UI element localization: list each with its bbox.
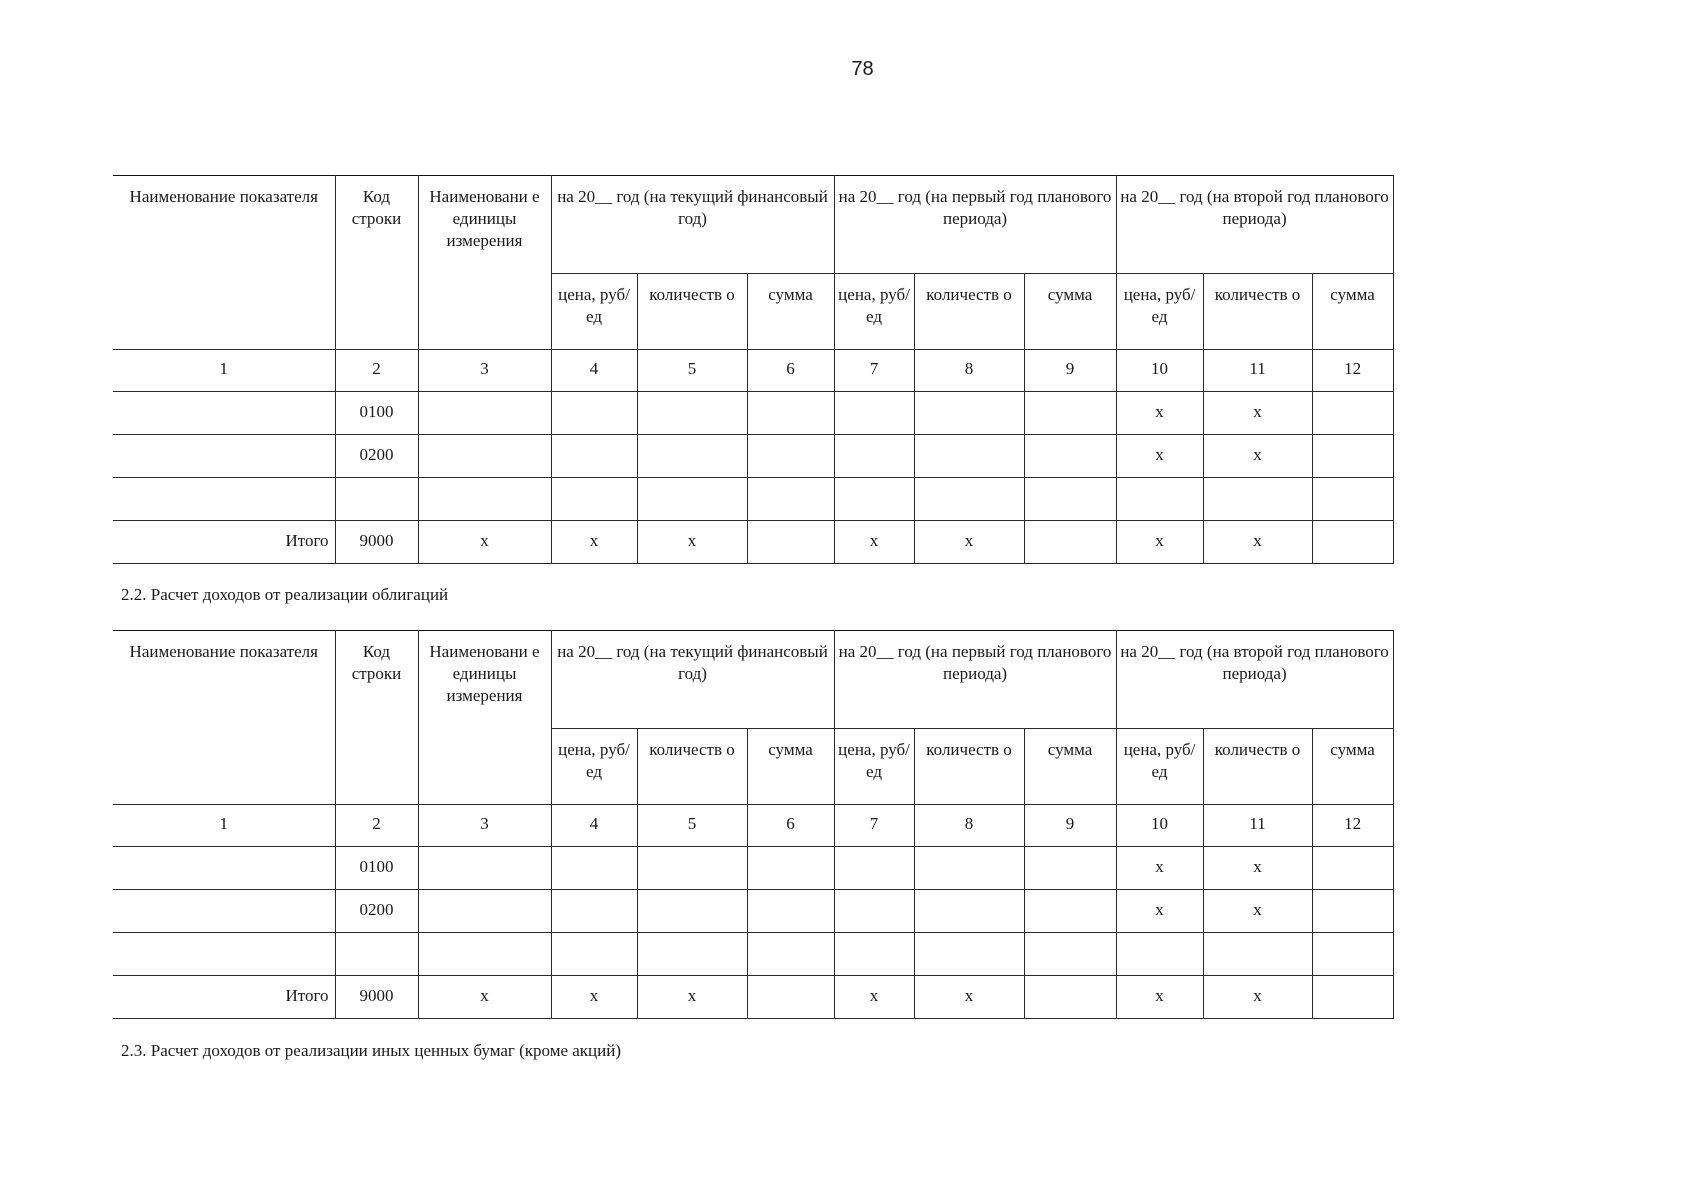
table-cell[interactable] [637,847,747,890]
table-cell: x [551,976,637,1019]
table-cell[interactable] [834,847,914,890]
total-label: Итого [113,521,335,564]
row-name[interactable] [113,478,335,521]
header-sum: сумма [1024,274,1116,350]
header-price: цена, руб/ед [1116,274,1203,350]
table-cell: x [418,521,551,564]
column-number: 6 [747,350,834,392]
row-name[interactable] [113,847,335,890]
header-sum: сумма [747,274,834,350]
row-unit[interactable] [418,478,551,521]
table-cell[interactable] [834,933,914,976]
row-code: 9000 [335,521,418,564]
table-cell[interactable] [1024,435,1116,478]
table-row [113,847,1393,890]
column-number: 5 [637,805,747,847]
row-code: 0200 [335,890,418,933]
table-cell: x [1203,847,1312,890]
table-cell[interactable] [551,847,637,890]
row-unit[interactable] [418,435,551,478]
table-cell: x [1116,890,1203,933]
calculation-table-2 [113,630,1394,1019]
column-number: 2 [335,350,418,392]
table-cell[interactable] [914,435,1024,478]
header-current-year: на 20__ год (на текущий финансовый год) [551,631,834,729]
column-number: 9 [1024,805,1116,847]
table-cell: x [834,976,914,1019]
total-row [113,976,1393,1019]
table-cell[interactable] [834,392,914,435]
table-cell[interactable] [1024,478,1116,521]
column-number: 3 [418,805,551,847]
calculation-table-1 [113,175,1394,564]
table-cell[interactable] [551,933,637,976]
row-code: 0100 [335,392,418,435]
table-cell[interactable] [914,847,1024,890]
column-number: 10 [1116,805,1203,847]
column-number: 12 [1312,805,1393,847]
column-number: 7 [834,805,914,847]
header-row-code: Код строки [335,176,418,350]
table-cell[interactable] [1312,521,1393,564]
table-cell[interactable] [914,392,1024,435]
table-cell[interactable] [551,478,637,521]
column-number: 2 [335,805,418,847]
section-2-2-caption: 2.2. Расчет доходов от реализации облигаций [121,585,449,604]
header-sum: сумма [1312,729,1393,805]
page-number: 78 [851,58,874,80]
table-cell: x [1116,435,1203,478]
header-unit: Наименовани е единицы измерения [418,176,551,350]
header-quantity: количеств о [914,274,1024,350]
table-cell[interactable] [747,478,834,521]
table-cell[interactable] [1203,478,1312,521]
column-number: 12 [1312,350,1393,392]
column-number: 3 [418,350,551,392]
total-label: Итого [113,976,335,1019]
table-cell[interactable] [1024,521,1116,564]
table-cell[interactable] [637,478,747,521]
header-quantity: количеств о [1203,274,1312,350]
table-cell[interactable] [1024,847,1116,890]
table-cell[interactable] [1312,847,1393,890]
table-cell[interactable] [637,933,747,976]
table-cell[interactable] [747,847,834,890]
header-sum: сумма [1024,729,1116,805]
table-cell: x [418,976,551,1019]
table-cell[interactable] [914,933,1024,976]
column-number: 6 [747,805,834,847]
table-row [113,890,1393,933]
header-indicator-name: Наименование показателя [113,631,335,805]
header-second-plan-year: на 20__ год (на второй год планового периода) [1116,176,1393,274]
header-price: цена, руб/ед [834,729,914,805]
row-code: 0100 [335,847,418,890]
column-number: 8 [914,805,1024,847]
column-number: 1 [113,350,335,392]
table-cell[interactable] [1024,392,1116,435]
table-cell[interactable] [1312,435,1393,478]
header-quantity: количеств о [637,729,747,805]
table-cell[interactable] [914,890,1024,933]
header-first-plan-year: на 20__ год (на первый год планового периода) [834,631,1116,729]
table-cell[interactable] [834,478,914,521]
table-cell[interactable] [1312,976,1393,1019]
row-unit[interactable] [418,933,551,976]
section-2-3-caption: 2.3. Расчет доходов от реализации иных ценных бумаг (кроме акций) [121,1041,622,1060]
table-cell[interactable] [1024,976,1116,1019]
table-cell: x [1203,521,1312,564]
table-cell[interactable] [1312,933,1393,976]
table-cell[interactable] [1203,933,1312,976]
row-name[interactable] [113,933,335,976]
table-cell: x [914,976,1024,1019]
column-number-row [113,805,1393,847]
table-row [113,392,1393,435]
total-row [113,521,1393,564]
table-cell[interactable] [1312,890,1393,933]
header-sum: сумма [747,729,834,805]
table-cell[interactable] [551,890,637,933]
table-cell: x [1116,847,1203,890]
table-cell: x [1203,890,1312,933]
header-price: цена, руб/ед [551,274,637,350]
column-number: 10 [1116,350,1203,392]
header-first-plan-year: на 20__ год (на первый год планового периода) [834,176,1116,274]
row-name[interactable] [113,890,335,933]
table-cell: x [1203,392,1312,435]
header-price: цена, руб/ед [834,274,914,350]
column-number: 4 [551,805,637,847]
column-number-row [113,350,1393,392]
row-name[interactable] [113,435,335,478]
column-number: 11 [1203,805,1312,847]
table-row [113,435,1393,478]
table-cell: x [637,976,747,1019]
table-cell[interactable] [1312,392,1393,435]
table-cell: x [551,521,637,564]
table-cell: x [1203,976,1312,1019]
table-row [113,933,1393,976]
table-cell: x [1203,435,1312,478]
header-quantity: количеств о [1203,729,1312,805]
table-row [113,478,1393,521]
row-code: 9000 [335,976,418,1019]
header-price: цена, руб/ед [551,729,637,805]
row-unit[interactable] [418,890,551,933]
table-cell[interactable] [747,976,834,1019]
row-unit[interactable] [418,392,551,435]
table-cell: x [914,521,1024,564]
header-second-plan-year: на 20__ год (на второй год планового периода) [1116,631,1393,729]
table-cell[interactable] [747,435,834,478]
table-cell[interactable] [1116,478,1203,521]
column-number: 5 [637,350,747,392]
table-cell[interactable] [1024,890,1116,933]
header-unit: Наименовани е единицы измерения [418,631,551,805]
row-name[interactable] [113,392,335,435]
row-code[interactable] [335,933,418,976]
header-sum: сумма [1312,274,1393,350]
table-cell[interactable] [637,435,747,478]
table-cell[interactable] [1116,933,1203,976]
table-cell: x [637,521,747,564]
table-cell[interactable] [914,478,1024,521]
column-number: 7 [834,350,914,392]
header-price: цена, руб/ед [1116,729,1203,805]
row-code: 0200 [335,435,418,478]
table-cell[interactable] [637,392,747,435]
table-cell: x [1116,976,1203,1019]
table-cell: x [1116,521,1203,564]
table-cell[interactable] [747,392,834,435]
table-cell[interactable] [1024,933,1116,976]
row-unit[interactable] [418,847,551,890]
table-cell[interactable] [834,435,914,478]
header-row-code: Код строки [335,631,418,805]
header-quantity: количеств о [637,274,747,350]
table-cell: x [834,521,914,564]
header-quantity: количеств о [914,729,1024,805]
column-number: 4 [551,350,637,392]
row-code[interactable] [335,478,418,521]
table-cell[interactable] [747,890,834,933]
column-number: 9 [1024,350,1116,392]
table-cell: x [1116,392,1203,435]
header-indicator-name: Наименование показателя [113,176,335,350]
header-current-year: на 20__ год (на текущий финансовый год) [551,176,834,274]
column-number: 1 [113,805,335,847]
table-cell[interactable] [551,435,637,478]
table-cell[interactable] [747,933,834,976]
column-number: 8 [914,350,1024,392]
table-cell[interactable] [834,890,914,933]
column-number: 11 [1203,350,1312,392]
table-cell[interactable] [551,392,637,435]
table-cell[interactable] [637,890,747,933]
table-cell[interactable] [747,521,834,564]
table-cell[interactable] [1312,478,1393,521]
